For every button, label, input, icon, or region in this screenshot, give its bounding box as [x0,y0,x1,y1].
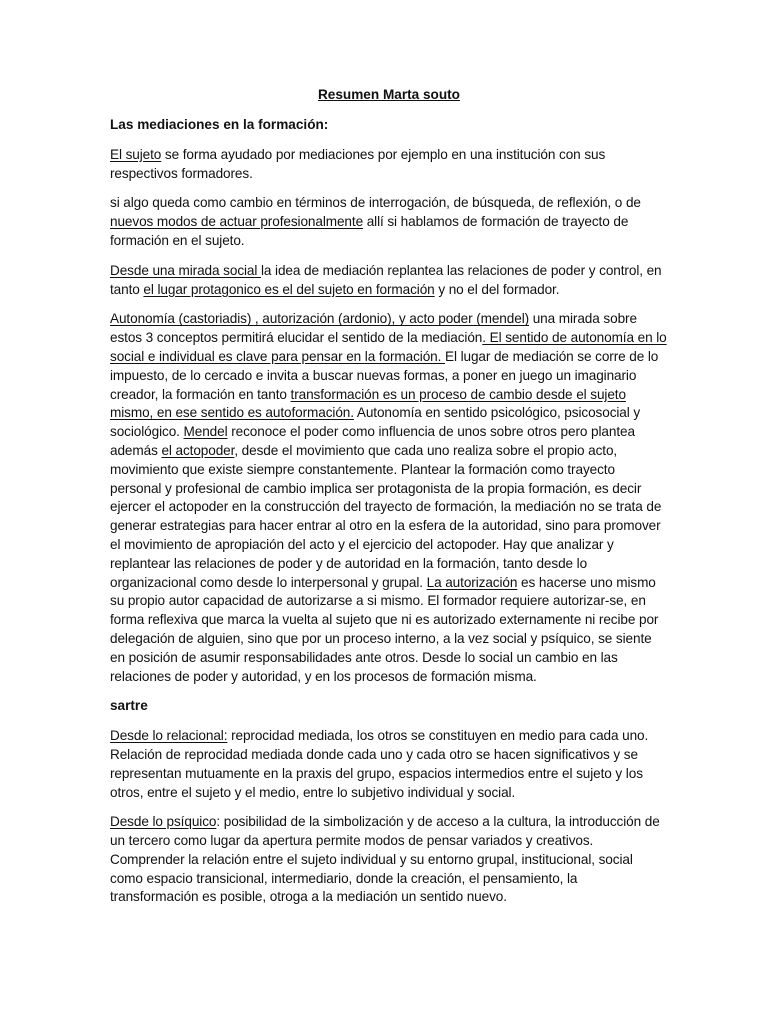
paragraph-cambio [110,194,668,250]
text-run: reprocidad mediada, los otros se constituyen en medio para cada uno. Relación de reprocidad mediada donde cada uno y cada otro se hacen significativos y se representan mutuamente en la praxis del grupo, espacios intermedios entre el sujeto y los otros, entre el sujeto y el medio, entre lo subjetivo individual y social. [110,728,649,800]
underlined-text: Autonomía (castoriadis) , autorización (ardonio), y acto poder (mendel) [110,311,530,327]
text-run: , desde el movimiento que cada uno realiza sobre el propio acto, movimiento que existe siempre constantemente. Plantear la formación como trayecto personal y profesional de cambio implica ser protagonista de la propia formación, es decir ejercer el actopoder en la construcción del trayecto de formación, la mediación no se trata de generar estrategias para hacer entrar al otro en la esfera de la autoridad, sino para promover el movimiento de apropiación del acto y el ejercicio del actopoder. Hay que analizar y replantear las relaciones de poder y de autoridad en la formación, tanto desde lo organizacional como desde lo interpersonal y grupal. [110,442,662,590]
paragraph-relacional [110,727,668,802]
paragraph-mirada-social [110,262,668,300]
underlined-text: Desde lo psíquico [110,814,217,830]
text-run: y no el del formador. [434,281,560,297]
text-run: El lugar de mediación se corre de lo impuesto, de lo cercado e invita a buscar nuevas formas, a poner en juego un imaginario creador, la formación en tanto [110,348,659,402]
underlined-text: el lugar protagonico es el del sujeto en formación [143,281,435,297]
text-run: una mirada sobre estos 3 conceptos permitirá elucidar el sentido de la mediación [110,311,637,346]
underlined-text: Desde una mirada social [110,262,261,278]
paragraph-sujeto [110,146,668,184]
underlined-text: el actopoder [161,442,235,458]
underlined-text: transformación es un proceso de cambio desde el sujeto mismo, en ese sentido es autoformación. [110,386,626,421]
underlined-text: nuevos modos de actuar profesionalmente [110,214,364,230]
underlined-text: Mendel [183,424,228,440]
paragraph-psiquico [110,813,668,907]
underlined-text: El sujeto [110,146,162,162]
underlined-text: . El sentido de autonomía en lo social e individual es clave para pensar en la formación. [110,330,667,364]
underlined-text: Desde lo relacional: [110,728,228,744]
section-heading-sartre: sartre [110,698,148,714]
text-run: : posibilidad de la simbolización y de acceso a la cultura, la introducción de un tercero como lugar da apertura permite modos de pensar variados y creativos. Comprender la relación entre el sujeto individual y su entorno grupal, institucional, social como espacio transicional, intermediario, donde la creación, el pensamiento, la transformación es posible, otroga a la mediación un sentido nuevo. [110,814,660,905]
text-run: allí si hablamos de formación de trayecto de formación en el sujeto. [110,214,629,248]
text-run: si algo queda como cambio en términos de interrogación, de búsqueda, de reflexión, o de [110,195,641,211]
text-run: reconoce el poder como influencia de unos sobre otros pero plantea además [110,424,635,458]
underlined-text: La autorización [426,574,518,590]
paragraph-autonomia [110,310,668,686]
text-run: la idea de mediación replantea las relaciones de poder y control, en tanto [110,262,662,297]
document-title: Resumen Marta souto [317,87,460,102]
text-run: es hacerse uno mismo su propio autor capacidad de autorizarse a si mismo. El formador requiere autorizar-se, en forma reflexiva que marca la vuelta al sujeto que ni es autorizado externamente ni recibe por delegación de alguien, sino que por un proceso interno, a la vez social y psíquico, se siente en posición de asumir responsabilidades ante otros. Desde lo social un cambio en las relaciones de poder y autoridad, y en los procesos de formación misma. [110,574,659,684]
text-run: se forma ayudado por mediaciones por ejemplo en una institución con sus respectivos formadores. [110,146,606,181]
section-heading-mediaciones: Las mediaciones en la formación: [110,117,329,132]
text-run: Autonomía en sentido psicológico, psicosocial y sociológico. [110,405,641,440]
